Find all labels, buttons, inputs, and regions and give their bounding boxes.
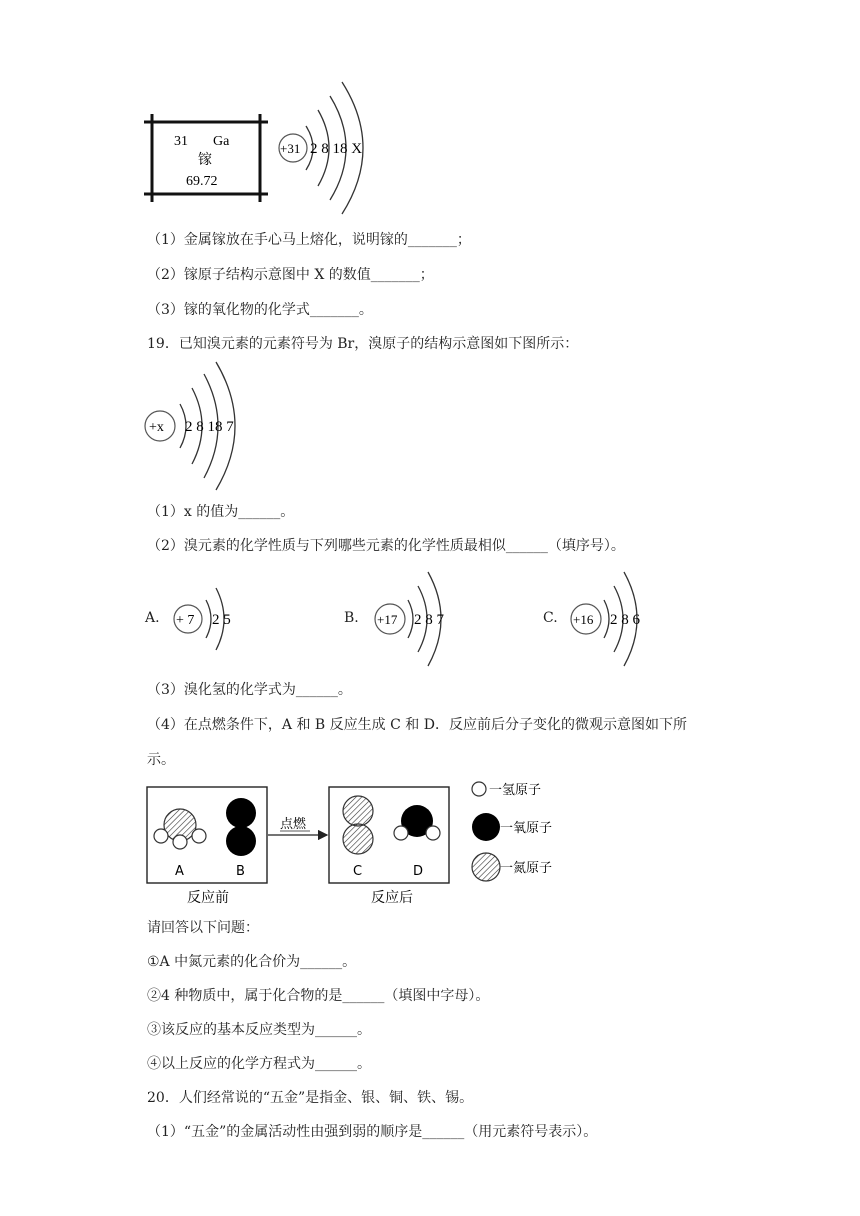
molecule-c (343, 796, 373, 854)
q19-sub4: ④以上反应的化学方程式为______。 (147, 1056, 371, 1072)
q19-part2: （2）溴元素的化学性质与下列哪些元素的化学性质最相似______（填序号）。 (147, 538, 625, 554)
option-c-label: C. (543, 610, 558, 626)
gallium-figure (140, 78, 380, 218)
option-a-shells: 2 5 (212, 612, 231, 628)
label-b: B (236, 864, 245, 879)
element-card (144, 114, 268, 202)
option-c-atom (566, 564, 666, 668)
q20-stem: 20．人们经常说的“五金”是指金、银、铜、铁、锡。 (147, 1090, 474, 1106)
gallium-nucleus: +31 (280, 141, 301, 156)
label-a: A (175, 864, 184, 879)
reaction-condition: 点燃 (280, 817, 307, 832)
bromine-shells: 2 8 18 7 (185, 419, 234, 435)
q19-prompt: 请回答以下问题： (147, 920, 259, 936)
legend-nitrogen-label: 一氮原子 (500, 861, 553, 876)
option-a-nucleus: + 7 (176, 613, 195, 628)
legend-hydrogen-label: 一氢原子 (489, 783, 542, 798)
q19-sub2: ②4 种物质中，属于化合物的是______（填图中字母）。 (147, 988, 490, 1004)
q20-part1: （1）“五金”的金属活动性由强到弱的顺序是______（用元素符号表示）。 (147, 1124, 598, 1140)
q19-part3: （3）溴化氢的化学式为______。 (147, 682, 352, 698)
element-number: 31 (174, 134, 188, 149)
molecule-b (226, 798, 256, 856)
before-caption: 反应前 (187, 890, 229, 906)
option-b-label: B. (344, 610, 359, 626)
bromine-atom-diagram (140, 360, 260, 495)
element-name: 镓 (198, 152, 212, 168)
gallium-atom-diagram (279, 82, 363, 214)
after-caption: 反应后 (371, 890, 413, 906)
q18-part1: （1）金属镓放在手心马上熔化，说明镓的_______； (147, 232, 471, 248)
reaction-diagram (140, 775, 580, 910)
label-c: C (353, 864, 363, 879)
q19-part4-line1: （4）在点燃条件下，A 和 B 反应生成 C 和 D．反应前后分子变化的微观示意图如下所 (147, 717, 687, 733)
legend-nitrogen (472, 853, 552, 881)
q19-stem: 19．已知溴元素的元素符号为 Br，溴原子的结构示意图如下图所示： (147, 336, 579, 352)
q19-sub1: ①A 中氮元素的化合价为______。 (147, 954, 357, 970)
q19-part1: （1）x 的值为______。 (147, 504, 295, 520)
option-b-nucleus: +17 (377, 612, 398, 627)
molecule-a (154, 809, 206, 849)
gallium-shells: 2 8 18 X (310, 141, 363, 157)
option-b-atom (370, 564, 470, 668)
option-b-shells: 2 8 7 (414, 612, 444, 628)
element-symbol: Ga (213, 134, 230, 149)
legend-hydrogen (472, 782, 541, 798)
molecule-d (394, 805, 440, 840)
option-a-label: A. (145, 610, 160, 626)
bromine-nucleus: +x (149, 420, 164, 435)
legend-oxygen-label: 一氧原子 (500, 821, 553, 836)
q18-part2: （2）镓原子结构示意图中 X 的数值_______； (147, 267, 434, 283)
option-c-shells: 2 8 6 (610, 612, 640, 628)
q18-part3: （3）镓的氧化物的化学式_______。 (147, 302, 373, 318)
option-c-nucleus: +16 (573, 612, 594, 627)
q19-part4-line2: 示。 (147, 752, 175, 768)
label-d: D (413, 864, 424, 879)
element-mass: 69.72 (186, 174, 218, 189)
q19-sub3: ③该反应的基本反应类型为______。 (147, 1022, 371, 1038)
option-a-atom (168, 572, 258, 668)
legend-oxygen (472, 813, 552, 841)
